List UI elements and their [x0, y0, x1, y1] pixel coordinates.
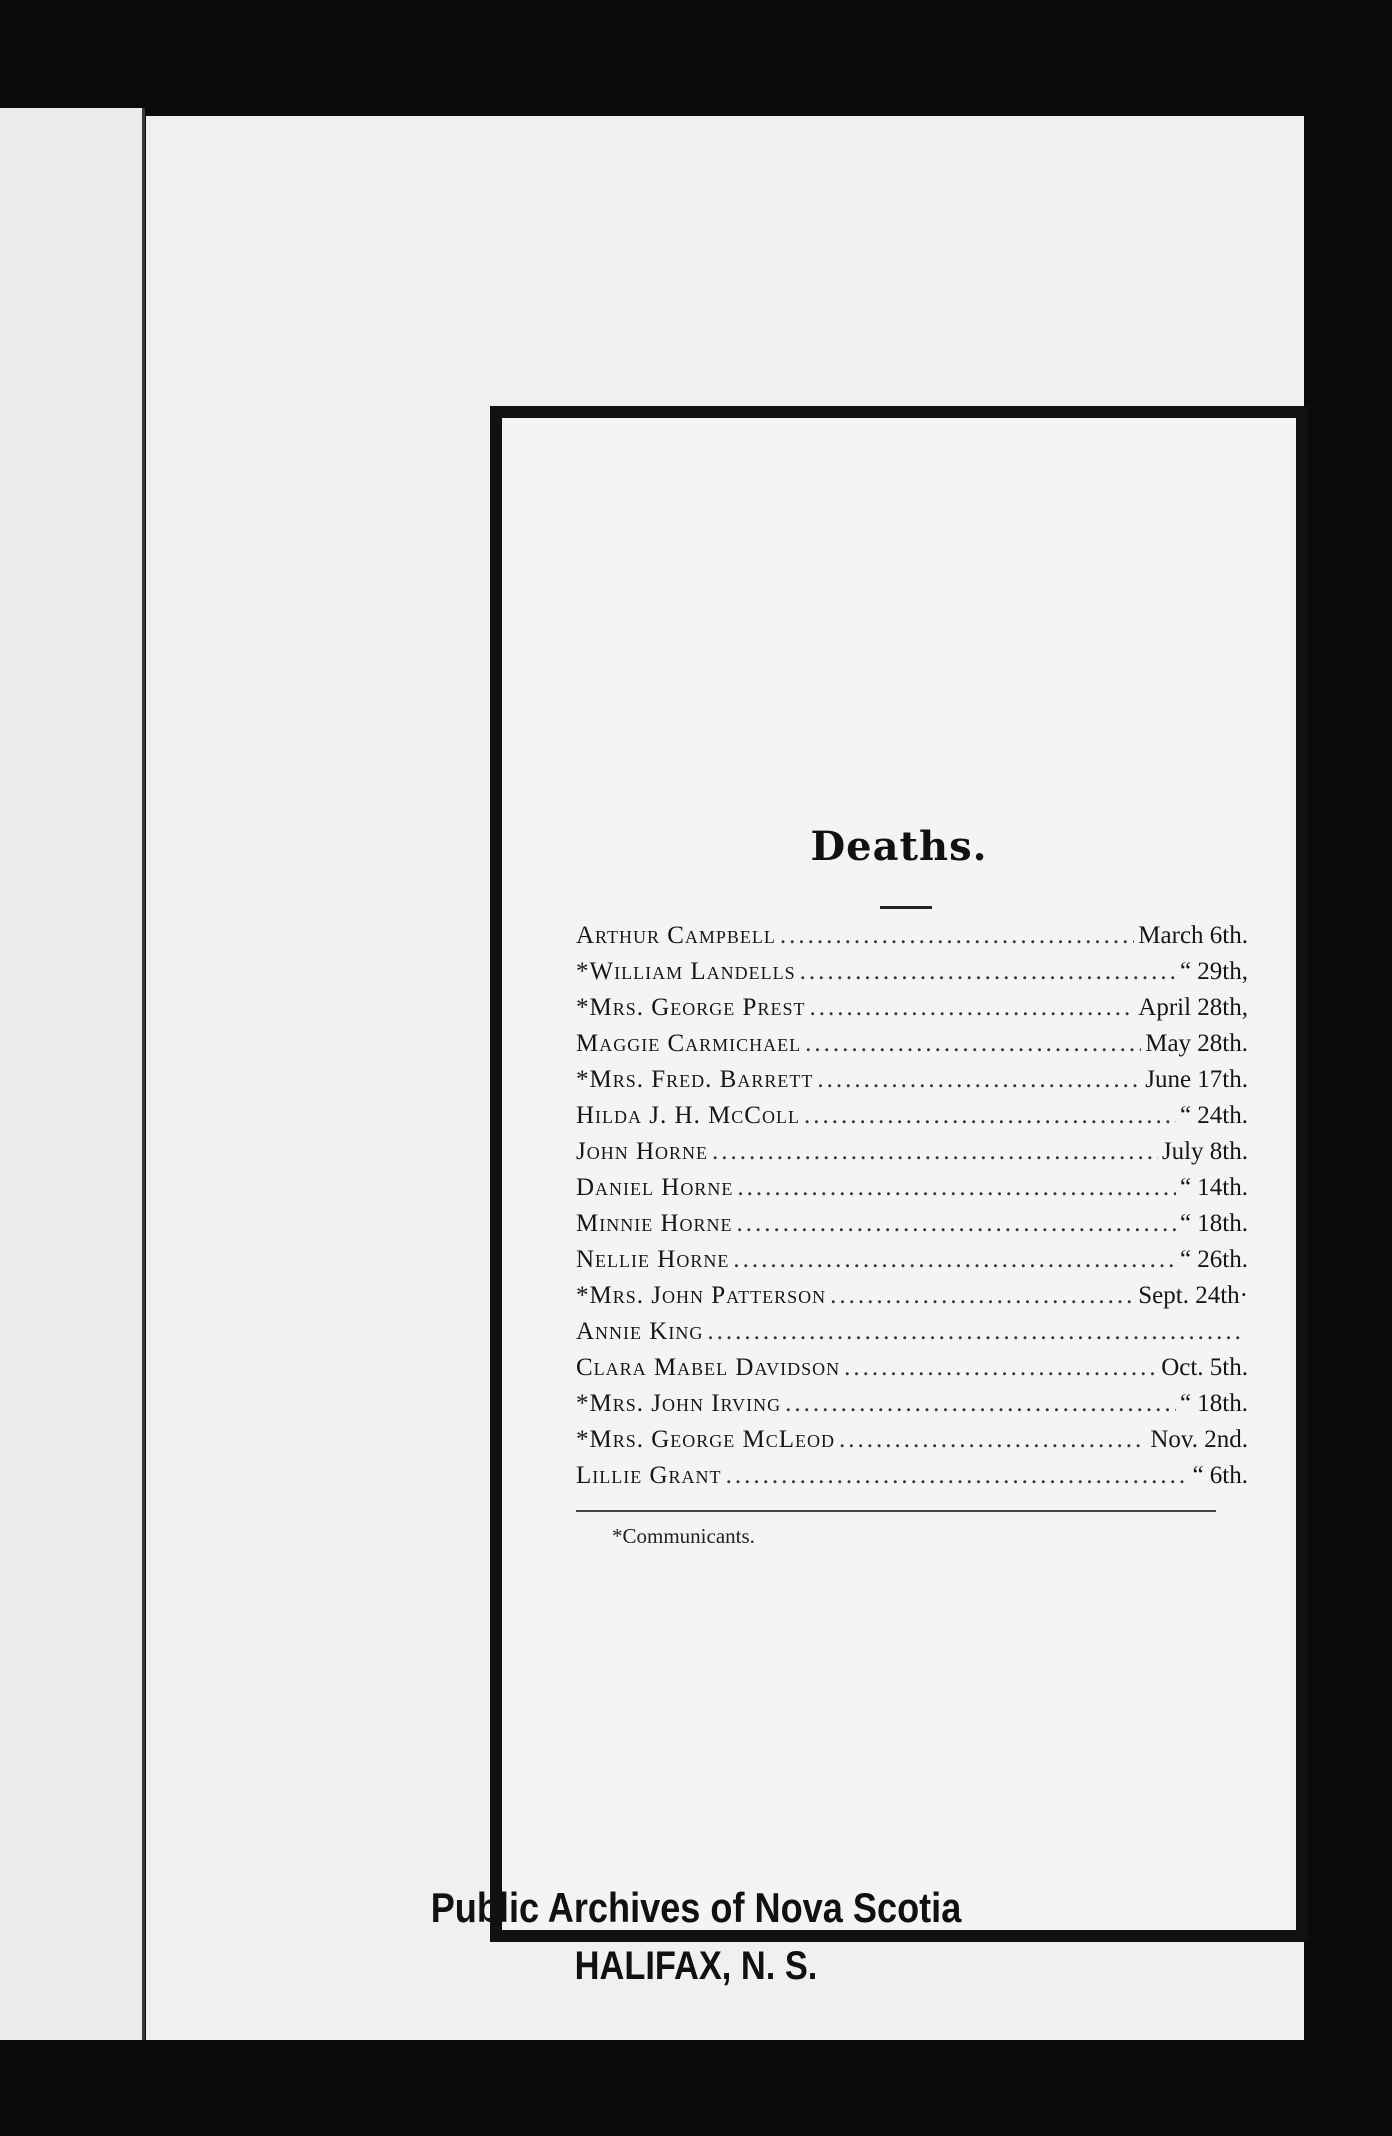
mourning-border: [490, 406, 1308, 1942]
entry-date: Nov. 2nd.: [1150, 1426, 1248, 1453]
entry-date: March 6th.: [1138, 922, 1248, 949]
list-item: [576, 1386, 1248, 1422]
list-item: [576, 1098, 1248, 1134]
entry-date: “ 14th.: [1179, 1174, 1248, 1201]
archive-stamp-line2: HALIFAX, N. S.: [574, 1944, 818, 1988]
entry-date: May 28th.: [1145, 1030, 1248, 1057]
footnote-rule: [576, 1510, 1216, 1512]
entry-date: July 8th.: [1161, 1138, 1248, 1165]
entry-name: Daniel Horne: [576, 1174, 734, 1201]
footnote: *Communicants.: [612, 1524, 755, 1548]
entry-date: April 28th,: [1138, 994, 1248, 1021]
entry-name: Arthur Campbell: [576, 922, 776, 949]
list-item: [576, 1206, 1248, 1242]
facing-page-edge: [0, 108, 145, 2040]
page-title: Deaths.: [810, 823, 988, 870]
entry-name: *Mrs. George McLeod: [576, 1426, 836, 1453]
entry-name: *Mrs. George Prest: [576, 994, 806, 1021]
list-item: [576, 990, 1248, 1026]
list-item: [576, 1350, 1248, 1386]
entry-name: *Mrs. John Patterson: [576, 1282, 827, 1309]
list-item: [576, 1134, 1248, 1170]
entry-name: Clara Mabel Davidson: [576, 1354, 841, 1381]
entry-date: “ 6th.: [1192, 1462, 1248, 1489]
list-item: [576, 1062, 1248, 1098]
entry-name: Lillie Grant: [576, 1462, 722, 1489]
entry-date: “ 29th,: [1179, 958, 1248, 985]
entry-name: John Horne: [576, 1138, 709, 1165]
list-item: [576, 1458, 1248, 1494]
list-item: [576, 1422, 1248, 1458]
entry-name: *William Landells: [576, 958, 796, 985]
list-item: [576, 1278, 1248, 1314]
entry-date: Oct. 5th.: [1161, 1354, 1248, 1381]
entry-date: “ 26th.: [1179, 1246, 1248, 1273]
entry-name: Annie King: [576, 1318, 704, 1345]
title-rule: [880, 906, 932, 909]
list-item: [576, 954, 1248, 990]
entry-name: *Mrs. Fred. Barrett: [576, 1066, 814, 1093]
list-item: [576, 1170, 1248, 1206]
list-item: [576, 918, 1248, 954]
entry-date: “ 18th.: [1179, 1210, 1248, 1237]
entry-name: Hilda J. H. McColl: [576, 1102, 800, 1129]
entry-date: June 17th.: [1145, 1066, 1248, 1093]
entry-date: Sept. 24th·: [1138, 1282, 1248, 1309]
list-item: [576, 1242, 1248, 1278]
list-item: [576, 1314, 1248, 1350]
entry-name: Nellie Horne: [576, 1246, 730, 1273]
entry-name: Maggie Carmichael: [576, 1030, 802, 1057]
entry-name: Minnie Horne: [576, 1210, 733, 1237]
entry-name: *Mrs. John Irving: [576, 1390, 782, 1417]
list-item: [576, 1026, 1248, 1062]
document-page: [146, 116, 1304, 2040]
entry-date: “ 24th.: [1179, 1102, 1248, 1129]
deaths-list: [576, 918, 1248, 1494]
archive-stamp-line1: Public Archives of Nova Scotia: [430, 1884, 962, 1931]
entry-date: “ 18th.: [1179, 1390, 1248, 1417]
